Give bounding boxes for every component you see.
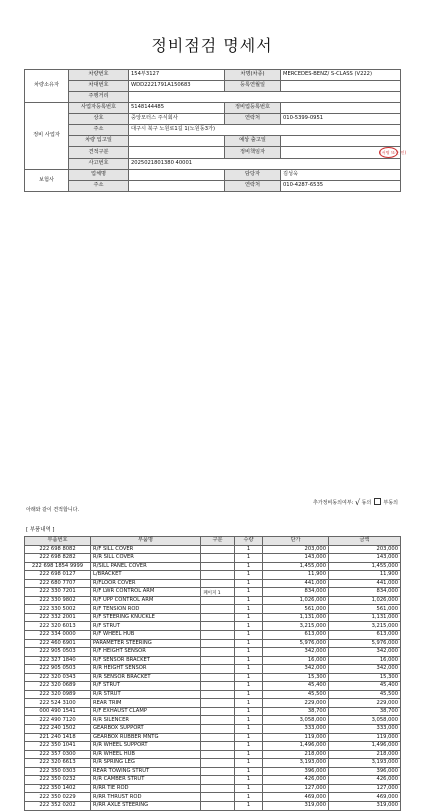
part-type-cell bbox=[201, 639, 235, 648]
part-name-cell: R/R CAMBER STRUT bbox=[91, 776, 201, 785]
part-name-cell: R/R WHEEL SUPPORT bbox=[91, 742, 201, 751]
amount-cell: 1,496,000 bbox=[329, 742, 401, 751]
shop-no-value bbox=[281, 103, 401, 114]
table-row bbox=[25, 622, 401, 631]
shop-contact-value: 010-5399-0951 bbox=[281, 114, 401, 125]
part-name-cell: R/F LWR CONTROL ARM bbox=[91, 588, 201, 597]
unit-price-cell: 342,000 bbox=[263, 648, 329, 657]
consent-disagree: 부동의 bbox=[383, 500, 398, 506]
part-type-cell bbox=[201, 725, 235, 734]
part-name-cell: R/FLOOR COVER bbox=[91, 579, 201, 588]
vin-value: WDD2221791A150683 bbox=[129, 81, 225, 92]
quote-label: 견적구분 bbox=[69, 147, 129, 159]
part-number-cell: 222 320 0343 bbox=[25, 673, 91, 682]
part-name-cell: REAR TOWING STRUT bbox=[91, 767, 201, 776]
unit-price-cell: 333,000 bbox=[263, 725, 329, 734]
part-type-cell bbox=[201, 682, 235, 691]
unit-price-cell: 218,000 bbox=[263, 750, 329, 759]
quantity-cell: 1 bbox=[235, 767, 263, 776]
part-name-cell: R/R HEIGHT SENSOR bbox=[91, 665, 201, 674]
part-number-cell: 222 350 0303 bbox=[25, 767, 91, 776]
part-name-cell: PARAMETER STEERING bbox=[91, 639, 201, 648]
table-row bbox=[25, 554, 401, 563]
part-number-cell: 221 240 1418 bbox=[25, 733, 91, 742]
part-type-cell bbox=[201, 545, 235, 554]
table-row bbox=[25, 733, 401, 742]
unit-price-cell: 469,000 bbox=[263, 793, 329, 802]
amount-cell: 3,193,000 bbox=[329, 759, 401, 768]
part-type-cell bbox=[201, 801, 235, 810]
part-type-cell bbox=[201, 750, 235, 759]
part-name-cell: R/RR TIE ROD bbox=[91, 784, 201, 793]
contact-label: 담당자 bbox=[225, 170, 281, 181]
vehicle-info-table bbox=[24, 69, 407, 192]
part-number-cell: 222 905 0503 bbox=[25, 665, 91, 674]
table-row bbox=[25, 801, 401, 810]
amount-cell: 3,058,000 bbox=[329, 716, 401, 725]
part-type-cell bbox=[201, 699, 235, 708]
amount-cell: 469,000 bbox=[329, 793, 401, 802]
quantity-cell: 1 bbox=[235, 562, 263, 571]
table-row bbox=[25, 767, 401, 776]
shop-contact-label: 연락처 bbox=[225, 114, 281, 125]
part-type-cell bbox=[201, 707, 235, 716]
part-number-cell: 222 330 9802 bbox=[25, 596, 91, 605]
part-name-cell: R/R WHEEL HUB bbox=[91, 750, 201, 759]
quantity-cell: 1 bbox=[235, 656, 263, 665]
part-type-cell bbox=[201, 767, 235, 776]
table-row bbox=[25, 571, 401, 580]
unit-price-cell: 45,400 bbox=[263, 682, 329, 691]
unit-price-cell: 834,000 bbox=[263, 588, 329, 597]
car-name-value: MERCEDES-BENZ/ S-CLASS (V222) bbox=[281, 70, 401, 81]
part-name-cell: R/RR THRUST ROD bbox=[91, 793, 201, 802]
amount-cell: 396,000 bbox=[329, 767, 401, 776]
part-type-cell bbox=[201, 784, 235, 793]
table-row bbox=[25, 742, 401, 751]
table-row bbox=[25, 656, 401, 665]
insurer-label: 업체명 bbox=[69, 170, 129, 181]
unit-price-cell: 203,000 bbox=[263, 545, 329, 554]
shop-address-value: 대구시 북구 노원로1길 1(노원동3가) bbox=[129, 125, 401, 136]
parts-header-row bbox=[25, 537, 401, 546]
part-type-cell bbox=[201, 554, 235, 563]
quantity-cell: 1 bbox=[235, 613, 263, 622]
part-type-cell bbox=[201, 690, 235, 699]
unit-price-cell: 561,000 bbox=[263, 605, 329, 614]
table-row bbox=[25, 725, 401, 734]
out-date-label: 예상 출고일 bbox=[225, 136, 281, 147]
quote-value bbox=[129, 147, 225, 159]
amount-cell: 119,000 bbox=[329, 733, 401, 742]
table-row bbox=[25, 665, 401, 674]
quantity-cell: 1 bbox=[235, 579, 263, 588]
part-name-cell: R/R SPRING LEG bbox=[91, 759, 201, 768]
section-title: [ 부품내역 ] bbox=[26, 527, 55, 533]
part-type-cell bbox=[201, 648, 235, 657]
part-name-cell: GEARBOX SUPPORT bbox=[91, 725, 201, 734]
quantity-cell: 1 bbox=[235, 690, 263, 699]
quantity-cell: 1 bbox=[235, 784, 263, 793]
in-date-value bbox=[129, 136, 225, 147]
quantity-cell: 1 bbox=[235, 639, 263, 648]
unit-price-cell: 3,058,000 bbox=[263, 716, 329, 725]
plate-value: 154부3127 bbox=[129, 70, 225, 81]
amount-cell: 38,700 bbox=[329, 707, 401, 716]
table-row bbox=[25, 673, 401, 682]
company-label: 상호 bbox=[69, 114, 129, 125]
amount-cell: 5,976,000 bbox=[329, 639, 401, 648]
unit-price-cell: 1,131,000 bbox=[263, 613, 329, 622]
out-date-value bbox=[281, 136, 401, 147]
part-number-cell: 222 352 0202 bbox=[25, 801, 91, 810]
column-header: 단가 bbox=[263, 537, 329, 546]
quantity-cell: 1 bbox=[235, 759, 263, 768]
amount-cell: 15,300 bbox=[329, 673, 401, 682]
table-row bbox=[25, 759, 401, 768]
unit-price-cell: 11,900 bbox=[263, 571, 329, 580]
part-name-cell: R/F WHEEL HUB bbox=[91, 631, 201, 640]
part-name-cell: R/RR AXLE STEERING bbox=[91, 801, 201, 810]
shop-group-label: 정비 사업자 bbox=[25, 103, 69, 170]
column-header: 부품명 bbox=[91, 537, 201, 546]
part-number-cell: 222 320 0689 bbox=[25, 682, 91, 691]
unit-price-cell: 319,000 bbox=[263, 801, 329, 810]
intro-text: 아래와 같이 견적합니다. bbox=[26, 507, 80, 513]
unit-price-cell: 613,000 bbox=[263, 631, 329, 640]
part-number-cell: 222 698 1854 9999 bbox=[25, 562, 91, 571]
amount-cell: 1,026,000 bbox=[329, 596, 401, 605]
insurer-address-label: 주소 bbox=[69, 181, 129, 192]
amount-cell: 45,400 bbox=[329, 682, 401, 691]
table-row bbox=[25, 562, 401, 571]
part-type-cell bbox=[201, 716, 235, 725]
part-type-cell bbox=[201, 579, 235, 588]
column-header: 수량 bbox=[235, 537, 263, 546]
part-name-cell: R/F STRUT bbox=[91, 622, 201, 631]
insurer-value bbox=[129, 170, 225, 181]
table-row bbox=[25, 682, 401, 691]
part-name-cell: R/F STEERING KNUCKLE bbox=[91, 613, 201, 622]
quantity-cell: 1 bbox=[235, 673, 263, 682]
amount-cell: 319,000 bbox=[329, 801, 401, 810]
column-header: 금액 bbox=[329, 537, 401, 546]
part-number-cell: 222 698 8082 bbox=[25, 545, 91, 554]
table-row bbox=[25, 707, 401, 716]
insurer-address-value bbox=[129, 181, 225, 192]
quantity-cell: 1 bbox=[235, 707, 263, 716]
part-name-cell: R/R SENSOR BRACKET bbox=[91, 673, 201, 682]
quantity-cell: 1 bbox=[235, 733, 263, 742]
consent-prefix: 추가정비동의여부: bbox=[313, 500, 354, 506]
amount-cell: 1,455,000 bbox=[329, 562, 401, 571]
amount-cell: 45,500 bbox=[329, 690, 401, 699]
quantity-cell: 1 bbox=[235, 776, 263, 785]
unit-price-cell: 15,300 bbox=[263, 673, 329, 682]
part-number-cell: 222 320 6613 bbox=[25, 759, 91, 768]
part-type-cell bbox=[201, 673, 235, 682]
unit-price-cell: 396,000 bbox=[263, 767, 329, 776]
amount-cell: 1,131,000 bbox=[329, 613, 401, 622]
part-number-cell: 222 330 7201 bbox=[25, 588, 91, 597]
amount-cell: 229,000 bbox=[329, 699, 401, 708]
part-type-cell bbox=[201, 665, 235, 674]
quantity-cell: 1 bbox=[235, 596, 263, 605]
reg-date-value bbox=[281, 81, 401, 92]
quantity-cell: 1 bbox=[235, 571, 263, 580]
amount-cell: 203,000 bbox=[329, 545, 401, 554]
shop-address-label: 주소 bbox=[69, 125, 129, 136]
part-type-cell bbox=[201, 656, 235, 665]
table-row bbox=[25, 699, 401, 708]
quantity-cell: 1 bbox=[235, 682, 263, 691]
biz-no-label: 사업자등록번호 bbox=[69, 103, 129, 114]
amount-cell: 342,000 bbox=[329, 665, 401, 674]
part-number-cell: 222 320 6013 bbox=[25, 622, 91, 631]
amount-cell: 561,000 bbox=[329, 605, 401, 614]
part-name-cell: L/BRACKET bbox=[91, 571, 201, 580]
part-type-cell bbox=[201, 759, 235, 768]
seal-stamp: (서명 또는 인) bbox=[379, 147, 398, 158]
table-row bbox=[25, 784, 401, 793]
vin-label: 차대번호 bbox=[69, 81, 129, 92]
part-number-cell: 000 490 1541 bbox=[25, 707, 91, 716]
amount-cell: 16,000 bbox=[329, 656, 401, 665]
table-row bbox=[25, 613, 401, 622]
part-number-cell: 222 240 1502 bbox=[25, 725, 91, 734]
page-title: 정비점검 명세서 bbox=[151, 36, 273, 55]
amount-cell: 218,000 bbox=[329, 750, 401, 759]
unit-price-cell: 1,496,000 bbox=[263, 742, 329, 751]
table-row bbox=[25, 716, 401, 725]
part-number-cell: 222 460 6901 bbox=[25, 639, 91, 648]
company-value: 중앙모터스 주식회사 bbox=[129, 114, 225, 125]
insurer-phone-label: 연락처 bbox=[225, 181, 281, 192]
claim-no-value: 2025021801380 40001 bbox=[129, 159, 401, 170]
part-name-cell: R/F SILL COVER bbox=[91, 545, 201, 554]
quantity-cell: 1 bbox=[235, 716, 263, 725]
table-row bbox=[25, 776, 401, 785]
quantity-cell: 1 bbox=[235, 801, 263, 810]
owner-group-label: 차량소유자 bbox=[25, 70, 69, 103]
part-type-cell bbox=[201, 571, 235, 580]
quantity-cell: 1 bbox=[235, 793, 263, 802]
claim-no-label: 사고번호 bbox=[69, 159, 129, 170]
unit-price-cell: 1,026,000 bbox=[263, 596, 329, 605]
table-row bbox=[25, 750, 401, 759]
quantity-cell: 1 bbox=[235, 622, 263, 631]
quantity-cell: 1 bbox=[235, 588, 263, 597]
part-type-cell bbox=[201, 742, 235, 751]
unit-price-cell: 38,700 bbox=[263, 707, 329, 716]
mileage-value bbox=[129, 92, 401, 103]
part-number-cell: 222 350 1402 bbox=[25, 784, 91, 793]
car-name-label: 차명(차종) bbox=[225, 70, 281, 81]
unit-price-cell: 3,215,000 bbox=[263, 622, 329, 631]
part-type-cell bbox=[201, 613, 235, 622]
column-header: 구분 bbox=[201, 537, 235, 546]
table-row bbox=[25, 596, 401, 605]
part-name-cell: R/F UPP CONTROL ARM bbox=[91, 596, 201, 605]
amount-cell: 613,000 bbox=[329, 631, 401, 640]
table-row bbox=[25, 648, 401, 657]
column-header: 부품번호 bbox=[25, 537, 91, 546]
part-name-cell: R/F TENSION ROD bbox=[91, 605, 201, 614]
part-name-cell: R/SILL PANEL COVER bbox=[91, 562, 201, 571]
unit-price-cell: 45,500 bbox=[263, 690, 329, 699]
amount-cell: 426,000 bbox=[329, 776, 401, 785]
parts-table bbox=[24, 536, 401, 811]
table-row bbox=[25, 631, 401, 640]
quantity-cell: 1 bbox=[235, 605, 263, 614]
table-row bbox=[25, 793, 401, 802]
part-number-cell: 222 680 7707 bbox=[25, 579, 91, 588]
table-row bbox=[25, 579, 401, 588]
contact-value: 김성욱 bbox=[281, 170, 401, 181]
part-number-cell: 222 350 0232 bbox=[25, 776, 91, 785]
part-number-cell: 222 330 5002 bbox=[25, 605, 91, 614]
biz-no-value: 5148144485 bbox=[129, 103, 225, 114]
amount-cell: 834,000 bbox=[329, 588, 401, 597]
unit-price-cell: 3,193,000 bbox=[263, 759, 329, 768]
part-type-cell bbox=[201, 596, 235, 605]
part-name-cell: REAR TRIM bbox=[91, 699, 201, 708]
part-name-cell: R/F SENSOR BRACKET bbox=[91, 656, 201, 665]
part-number-cell: 222 320 0989 bbox=[25, 690, 91, 699]
part-type-cell bbox=[201, 793, 235, 802]
quantity-cell: 1 bbox=[235, 699, 263, 708]
unit-price-cell: 119,000 bbox=[263, 733, 329, 742]
amount-cell: 127,000 bbox=[329, 784, 401, 793]
page-number: 페이지 1 bbox=[203, 591, 221, 596]
part-name-cell: GEARBOX RUBBER MNTG bbox=[91, 733, 201, 742]
unit-price-cell: 229,000 bbox=[263, 699, 329, 708]
mileage-label: 주행거리 bbox=[69, 92, 129, 103]
quantity-cell: 1 bbox=[235, 665, 263, 674]
quantity-cell: 1 bbox=[235, 554, 263, 563]
insurer-phone-value: 010-4287-6535 bbox=[281, 181, 401, 192]
part-name-cell: R/R SILL COVER bbox=[91, 554, 201, 563]
quantity-cell: 1 bbox=[235, 631, 263, 640]
amount-cell: 342,000 bbox=[329, 648, 401, 657]
part-number-cell: 222 350 1041 bbox=[25, 742, 91, 751]
unit-price-cell: 1,455,000 bbox=[263, 562, 329, 571]
consent-line bbox=[313, 498, 398, 507]
insurance-group-label: 보험사 bbox=[25, 170, 69, 192]
part-name-cell: R/R SILENCER bbox=[91, 716, 201, 725]
shop-no-label: 정비업등록번호 bbox=[225, 103, 281, 114]
part-number-cell: 222 357 0300 bbox=[25, 750, 91, 759]
checkmark-icon: √ bbox=[354, 498, 361, 507]
manager-value bbox=[281, 147, 407, 159]
part-number-cell: 222 490 7120 bbox=[25, 716, 91, 725]
reg-date-label: 등록연월일 bbox=[225, 81, 281, 92]
part-number-cell: 222 698 8282 bbox=[25, 554, 91, 563]
part-number-cell: 222 905 0503 bbox=[25, 648, 91, 657]
quantity-cell: 1 bbox=[235, 750, 263, 759]
part-type-cell bbox=[201, 605, 235, 614]
table-row bbox=[25, 545, 401, 554]
table-row bbox=[25, 639, 401, 648]
amount-cell: 143,000 bbox=[329, 554, 401, 563]
part-number-cell: 222 332 2001 bbox=[25, 613, 91, 622]
plate-label: 차량번호 bbox=[69, 70, 129, 81]
part-number-cell: 222 334 0000 bbox=[25, 631, 91, 640]
part-number-cell: 222 327 1840 bbox=[25, 656, 91, 665]
in-date-label: 차량 입고일 bbox=[69, 136, 129, 147]
manager-label: 정비책임자 bbox=[225, 147, 281, 159]
part-type-cell bbox=[201, 631, 235, 640]
part-name-cell: R/F HEIGHT SENSOR bbox=[91, 648, 201, 657]
part-type-cell bbox=[201, 622, 235, 631]
quantity-cell: 1 bbox=[235, 545, 263, 554]
unit-price-cell: 5,976,000 bbox=[263, 639, 329, 648]
quantity-cell: 1 bbox=[235, 725, 263, 734]
part-type-cell bbox=[201, 733, 235, 742]
consent-agree: 동의 bbox=[361, 500, 372, 506]
amount-cell: 333,000 bbox=[329, 725, 401, 734]
unit-price-cell: 127,000 bbox=[263, 784, 329, 793]
part-name-cell: R/F STRUT bbox=[91, 682, 201, 691]
unit-price-cell: 16,000 bbox=[263, 656, 329, 665]
amount-cell: 3,215,000 bbox=[329, 622, 401, 631]
checkbox-disagree[interactable] bbox=[374, 498, 381, 505]
amount-cell: 441,000 bbox=[329, 579, 401, 588]
part-name-cell: R/R STRUT bbox=[91, 690, 201, 699]
part-number-cell: 222 524 3100 bbox=[25, 699, 91, 708]
part-number-cell: 222 698 0127 bbox=[25, 571, 91, 580]
unit-price-cell: 143,000 bbox=[263, 554, 329, 563]
table-row bbox=[25, 605, 401, 614]
part-number-cell: 222 350 0229 bbox=[25, 793, 91, 802]
unit-price-cell: 426,000 bbox=[263, 776, 329, 785]
quantity-cell: 1 bbox=[235, 742, 263, 751]
part-type-cell bbox=[201, 562, 235, 571]
part-name-cell: R/F EXHAUST CLAMP bbox=[91, 707, 201, 716]
quantity-cell: 1 bbox=[235, 648, 263, 657]
part-type-cell bbox=[201, 776, 235, 785]
amount-cell: 11,900 bbox=[329, 571, 401, 580]
table-row bbox=[25, 690, 401, 699]
unit-price-cell: 342,000 bbox=[263, 665, 329, 674]
unit-price-cell: 441,000 bbox=[263, 579, 329, 588]
